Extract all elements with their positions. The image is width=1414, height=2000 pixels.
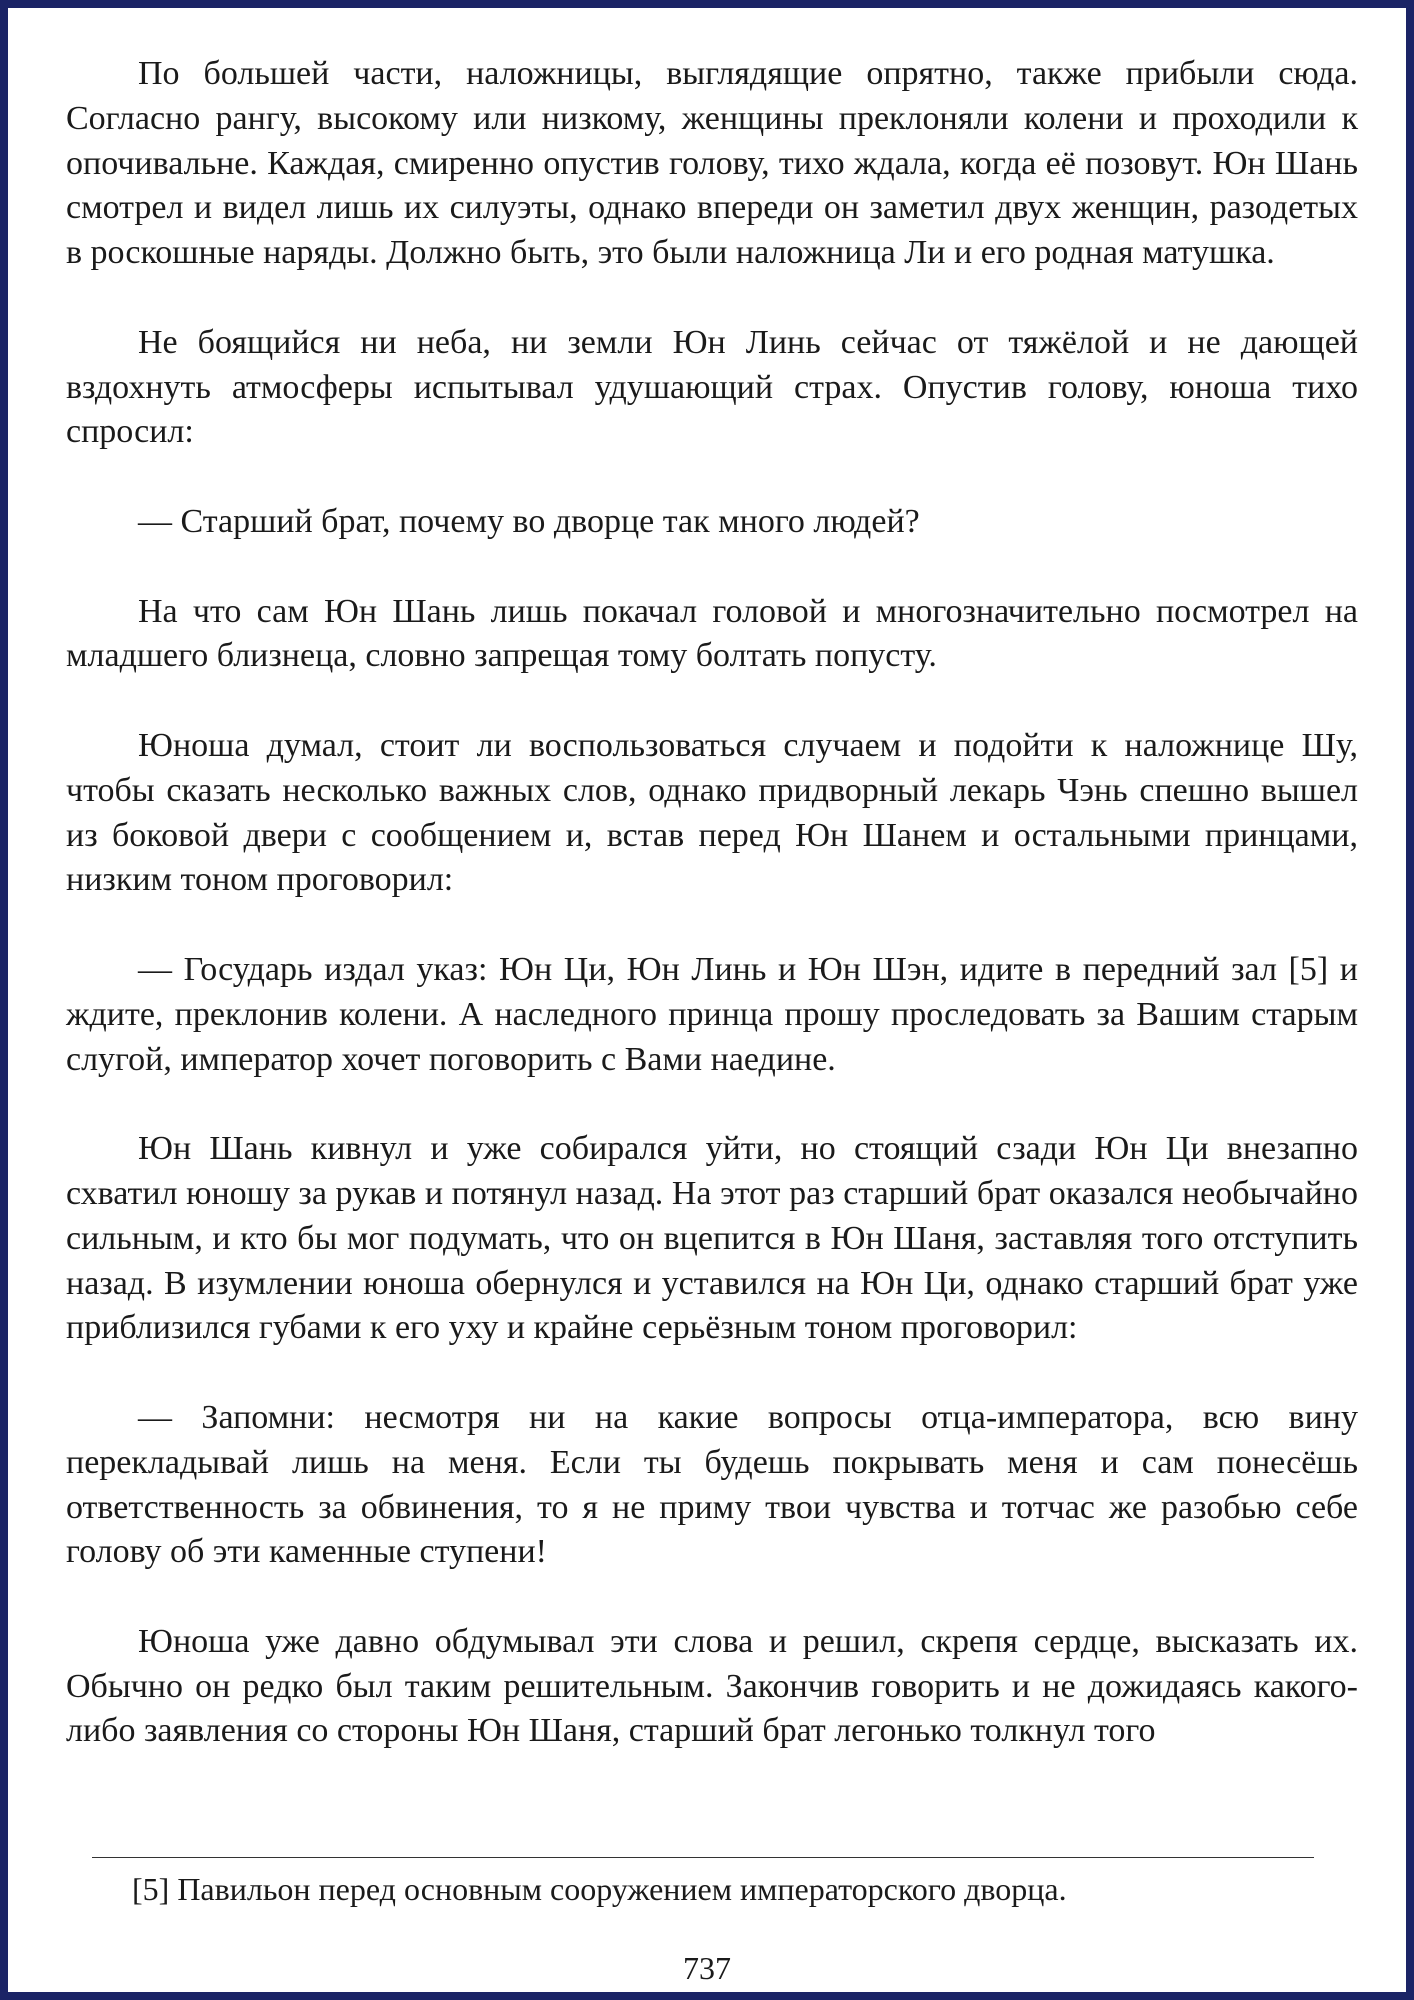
paragraph: — Старший брат, почему во дворце так много людей?: [138, 502, 920, 540]
footnote-divider: [92, 1857, 1314, 1858]
paragraph: По большей части, наложницы, выглядящие опрятно, также прибыли сюда. Согласно рангу, высокому или низкому, женщины преклоняли колени и проходили к опочивальне. Каждая, смиренно опустив голову, тихо ждала, когда её позовут. Юн Шань смотрел и видел лишь их силуэты, однако впереди он заметил двух женщин, разодетых в роскошные наряды. Должно быть, это были наложница Ли и его родная матушка.: [66, 55, 1358, 272]
paragraph: — Государь издал указ: Юн Ци, Юн Линь и Юн Шэн, идите в передний зал [5] и ждите, преклонив колени. А наследного принца прошу проследовать за Вашим старым слугой, император хочет поговорить с Вами наедине.: [66, 950, 1358, 1078]
paragraph: Не боящийся ни неба, ни земли Юн Линь сейчас от тяжёлой и не дающей вздохнуть атмосферы испытывал удушающий страх. Опустив голову, юноша тихо спросил:: [66, 323, 1358, 451]
page-number: 737: [683, 1950, 731, 1986]
main-text: [66, 52, 1358, 1754]
paragraph: На что сам Юн Шань лишь покачал головой и многозначительно посмотрел на младшего близнеца, словно запрещая тому болтать попусту.: [66, 592, 1358, 675]
paragraph: Юноша уже давно обдумывал эти слова и решил, скрепя сердце, высказать их. Обычно он редко был таким решительным. Закончив говорить и не дожидаясь какого-либо заявления со стороны Юн Шаня, старший брат легонько толкнул того: [66, 1622, 1358, 1750]
footnote: [5] Павильон перед основным сооружением императорского дворца.: [132, 1871, 1067, 1907]
paragraph: — Запомни: несмотря ни на какие вопросы отца-императора, всю вину перекладывай лишь на меня. Если ты будешь покрывать меня и сам понесёшь ответственность за обвинения, то я не приму твои чувства и тотчас же разобью себе голову об эти каменные ступени!: [66, 1398, 1358, 1571]
paragraph: Юноша думал, стоит ли воспользоваться случаем и подойти к наложнице Шу, чтобы сказать несколько важных слов, однако придворный лекарь Чэнь спешно вышел из боковой двери с сообщением и, встав перед Юн Шанем и остальными принцами, низким тоном проговорил:: [66, 726, 1358, 899]
paragraph: Юн Шань кивнул и уже собирался уйти, но стоящий сзади Юн Ци внезапно схватил юношу за рукав и потянул назад. На этот раз старший брат оказался необычайно сильным, и кто бы мог подумать, что он вцепится в Юн Шаня, заставляя того отступить назад. В изумлении юноша обернулся и уставился на Юн Ци, однако старший брат уже приблизился губами к его уху и крайне серьёзным тоном проговорил:: [66, 1130, 1358, 1347]
